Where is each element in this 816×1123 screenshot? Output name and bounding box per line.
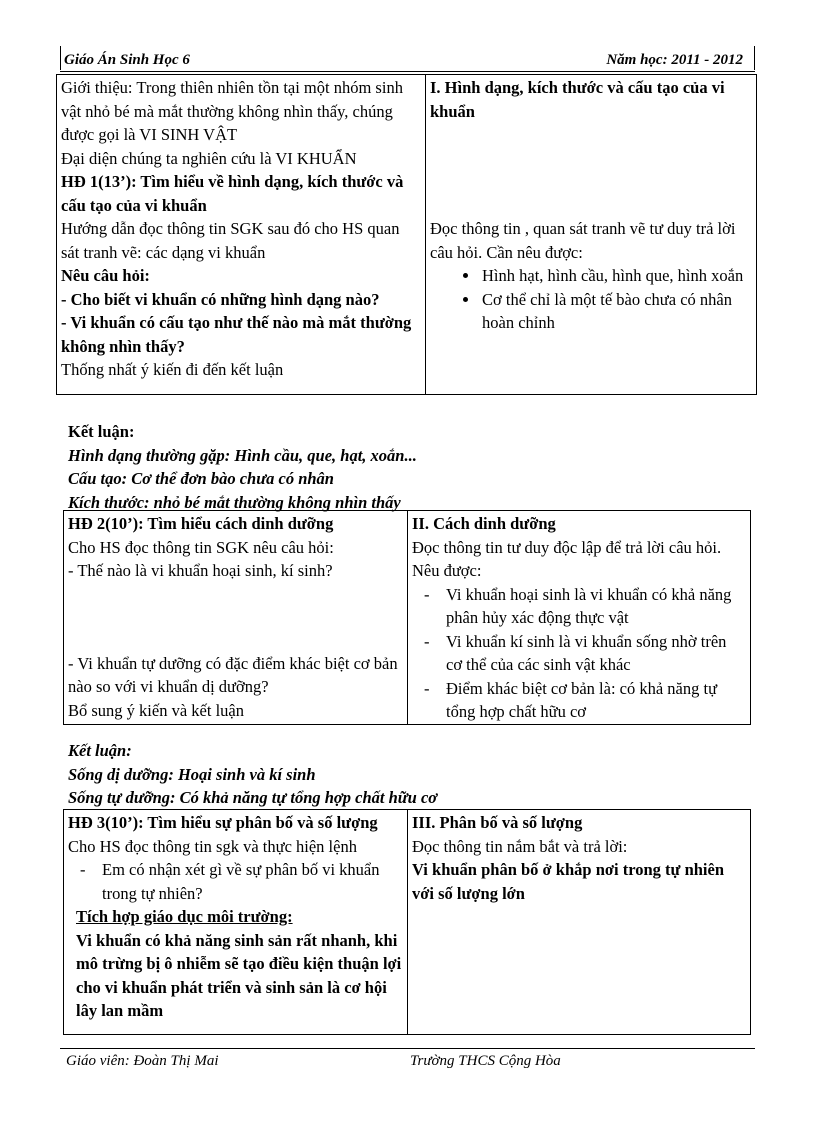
section-1-title: I. Hình dạng, kích thước và cấu tạo của vi khuẩn bbox=[430, 78, 725, 121]
header-subject: Giáo Án Sinh Học 6 bbox=[64, 52, 190, 68]
list-item: • Cơ thể chỉ là một tế bào chưa có nhân hoàn chỉnh bbox=[480, 288, 752, 335]
question-1: - Cho biết vi khuẩn có những hình dạng nào? bbox=[61, 289, 380, 309]
conclusion-line: Cấu tạo: Cơ thể đơn bào chưa có nhân bbox=[68, 469, 334, 488]
conclusion-note: Bổ sung ý kiến và kết luận bbox=[68, 700, 244, 720]
intro-text: Cho HS đọc thông tin SGK nêu câu hỏi: bbox=[68, 537, 334, 557]
student-activity-cell-1 bbox=[426, 75, 757, 395]
intro-text: Giới thiệu: Trong thiên nhiên tồn tại một nhóm sinh vật nhỏ bé mà mắt thường không nhìn thấy, chúng được gọi là VI SINH VẬT bbox=[61, 78, 403, 144]
question-list bbox=[68, 858, 403, 905]
conclusion-1 bbox=[68, 420, 417, 514]
section-2-title: II. Cách dinh dưỡng bbox=[412, 514, 556, 533]
lesson-table-2 bbox=[63, 510, 751, 725]
teacher-activity-cell-1 bbox=[57, 75, 426, 395]
question-2: - Vi khuẩn có cấu tạo như thế nào mà mắt thường không nhìn thấy? bbox=[61, 313, 412, 356]
header-school-year: Năm học: 2011 - 2012 bbox=[606, 52, 743, 68]
student-activity-cell-2 bbox=[408, 511, 751, 725]
conclusion-line: Sống dị dưỡng: Hoại sinh và kí sinh bbox=[68, 764, 316, 784]
environment-education-title: Tích hợp giáo dục môi trường: bbox=[76, 907, 293, 926]
activity-3-heading: HĐ 3(10’): Tìm hiểu sự phân bố và số lượng bbox=[68, 813, 378, 832]
footer-school: Trường THCS Cộng Hòa bbox=[410, 1053, 561, 1069]
conclusion-line: Kích thước: nhỏ bé mắt thường không nhìn thấy bbox=[68, 492, 401, 512]
list-item: - Vi khuẩn hoại sinh là vi khuẩn có khả năng phân hủy xác động thực vật bbox=[412, 583, 746, 630]
answer-list bbox=[412, 583, 746, 724]
conclusion-title: Kết luận: bbox=[68, 422, 135, 441]
ask-label: Nêu câu hỏi: bbox=[61, 266, 150, 285]
lesson-table-3 bbox=[63, 809, 751, 1035]
intro-text: Cho HS đọc thông tin sgk và thực hiện lệnh bbox=[68, 836, 357, 856]
conclusion-line: Hình dạng thường gặp: Hình cầu, que, hạt, xoắn... bbox=[68, 445, 417, 465]
conclusion-2 bbox=[68, 739, 437, 810]
question-2: - Vi khuẩn tự dưỡng có đặc điểm khác biệt cơ bản nào so với vi khuẩn dị dưỡng? bbox=[68, 653, 398, 696]
conclusion-note: Thống nhất ý kiến đi đến kết luận bbox=[61, 360, 284, 379]
teacher-activity-cell-3 bbox=[64, 810, 408, 1035]
question-1: - Thế nào là vi khuẩn hoại sinh, kí sinh? bbox=[68, 561, 333, 580]
activity-1-heading: HĐ 1(13’): Tìm hiểu về hình dạng, kích thước và cấu tạo của vi khuẩn bbox=[61, 172, 404, 215]
page-header bbox=[60, 50, 755, 70]
read-instruction: Đọc thông tin , quan sát tranh vẽ tư duy trả lời câu hỏi. Cần nêu được: bbox=[430, 219, 736, 262]
section-3-title: III. Phân bố và số lượng bbox=[412, 813, 583, 832]
list-item: - Điểm khác biệt cơ bản là: có khả năng tự tổng hợp chất hữu cơ bbox=[412, 677, 746, 724]
list-item: - Vi khuẩn kí sinh là vi khuẩn sống nhờ trên cơ thể của các sinh vật khác bbox=[412, 630, 746, 677]
answer-text: Vi khuẩn phân bố ở khắp nơi trong tự nhiên với số lượng lớn bbox=[412, 860, 725, 903]
footer-teacher: Giáo viên: Đoàn Thị Mai bbox=[66, 1053, 219, 1069]
read-instruction: Đọc thông tin nắm bắt và trả lời: bbox=[412, 836, 628, 856]
guide-text: Hướng dẫn đọc thông tin SGK sau đó cho HS quan sát tranh vẽ: các dạng vi khuẩn bbox=[61, 219, 400, 262]
page-footer bbox=[60, 1048, 755, 1069]
answer-list bbox=[430, 264, 752, 335]
teacher-activity-cell-2 bbox=[64, 511, 408, 725]
list-item: - Em có nhận xét gì về sự phân bố vi khuẩn trong tự nhiên? bbox=[68, 858, 403, 905]
conclusion-line: Sống tự dưỡng: Có khả năng tự tổng hợp chất hữu cơ bbox=[68, 788, 438, 807]
lesson-table-1 bbox=[56, 74, 757, 395]
activity-2-heading: HĐ 2(10’): Tìm hiểu cách dinh dưỡng bbox=[68, 514, 334, 533]
representative-text: Đại diện chúng ta nghiên cứu là VI KHUẨN bbox=[61, 148, 357, 168]
conclusion-title: Kết luận: bbox=[68, 741, 132, 760]
environment-education-text: Vi khuẩn có khả năng sinh sản rất nhanh, khi mô trừng bị ô nhiễm sẽ tạo điều kiện thuận lợi cho vi khuẩn phát triển và sinh sản là cơ hội lây lan mầm bbox=[76, 930, 402, 1020]
list-item: • Hình hạt, hình cầu, hình que, hình xoắn bbox=[480, 264, 752, 288]
read-instruction: Đọc thông tin tư duy độc lập để trả lời câu hỏi. Nêu được: bbox=[412, 537, 722, 580]
student-activity-cell-3 bbox=[408, 810, 751, 1035]
